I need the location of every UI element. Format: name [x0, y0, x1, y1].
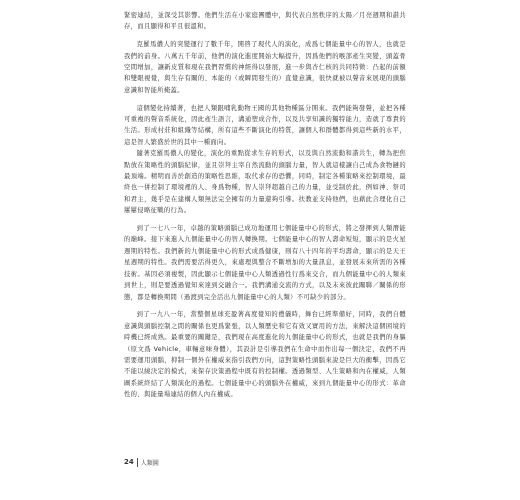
body-text	[124, 10, 406, 401]
paragraph: 到了一七八一年，卓越的策略頭腦已成功地運用七個能量中心的形式，將之發揮到人類潛能的巔峰。接下來進入九個能量中心的智人轉換期。七個能量中心的智人壽命短短，顯示的是火星週期的特性。我們新的九個能量中心的形式成爲健康，則有八十四年的平均壽命，顯示的是天王星週期的特性。我們需要活得更久，來處理與整合不斷增加的大量訊息，並發展未來所需的各種技術。基因必須複製，因此顯示七個能量中心人類透過性行爲來交合，而九個能量中心的人類來到世上，則是要透過覺知來達到交融合一。我們溝通交流的方式，以及未來彼此關聯／關係的形態，都是轉換期間（過渡到完全活出九個能量中心的人類）不可缺少的部分。	[124, 225, 406, 301]
paragraph: 這個變化持續著，也把人類跟哺乳動物王國的其他物種區分開來。我們能夠發聲，並把各種可重複的聲音系統化，因此產生語言，溝通塑成合作，以及共享知識的獨特能力，造就了尊貴的生活。形成村莊和組織等結構，所有這些不斷演化的特質，讓個人和群體都得到這些新的水平，這是智人繁盛於世的其中一種面向。	[124, 104, 406, 146]
running-head: 人類圖	[140, 459, 159, 467]
footer-divider	[137, 458, 138, 467]
page-footer	[124, 455, 159, 469]
paragraph: 緊密連結，並深受其影響。他們生活在小家庭團體中，與代表自然秩序的太陽／月亮週期和諧共存，而且顯得和平且很溫和。	[124, 12, 406, 31]
paragraph: 隨著克羅馬儂人的變化，演化的重點從求生存的形式，以及與自然流動和諧共生，轉為把焦點放在策略性的頭腦紀律，並且崇拜主宰自然流動的頭腦力量，智人就這樣讓自己成為食物鏈的最頂端。精明而善於創造的策略性思維，取代求存的恐懼，同時，制定各種策略來控制環境，最終也一併控制了環境裡的人、身爲物種，智人崇拜超越自己的力量，並受制於此，例如神、祭司和君主，幾乎是在建構人類無法完全擁有的力量還夠引導。扶教並支持他們，也藉此合理化自己屢屢侵略征戰的行為。	[124, 150, 406, 215]
paragraph: 到了一九八一年，當整個星球充盈著高度覺知的禮儀時，舞台已經準備好，同時，我們自體意識與頭腦控制之間的關係也更爲緊張，以人類歷史和它有效又實用的方法，來解決這個困境的時機已經成熟。最重要的關鍵是，我們現在高度進化的九個能量中心的形式，也就是我們的身軀（原文爲 Vehicle，車輛意味身體），其設計是引導我們在生命中而作出每一個決定，我們不再需要運用頭腦，抑制一個外在權威來指引我們方向，這對策略性頭腦來說是巨大的衝擊，因爲它不能以繞決定的模式，來保存決策過程中既有的控制權。透過類型、人生策略和內在權威，人類圖系統終結了人類演化的過程。七個能量中心的頭腦外在權威，來到九個能量中心的形式：革命性的、與能量場連結的個人內在權威。	[124, 311, 406, 399]
page-number: 24	[124, 458, 134, 466]
paragraph: 克羅馬儂人的突變運行了數千年，開啓了現代人的演化，成爲七個能量中心的智人，也就是我們的前身。八萬五千年前，他們的演化進度開始大幅提升，因爲他們的喉部產生突變，頭蓋骨空間增加，讓新皮質和現在我們習慣的神經得以發展，進一步與杏仁核的共同特徵：凸起的前額和雙眼視覺，與生存有關的、本能的（或瞬間發生的）直覺意識，很快就被以聲音來展現的頭腦意識和智能所掩蓋。	[124, 41, 406, 94]
